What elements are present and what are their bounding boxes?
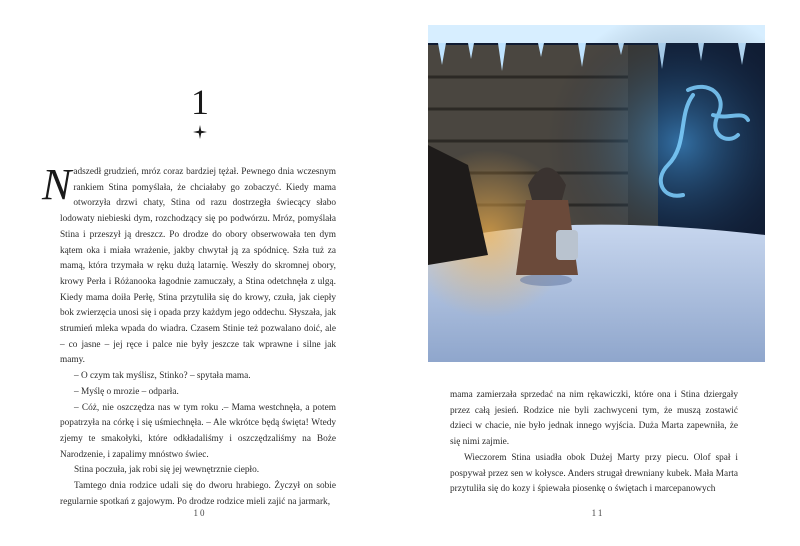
paragraph: mama zamierzała sprzedać na nim rękawiczki, które ona i Stina dziergały przez całą jesień. Rodzice nie byli zachwyceni tym, że muszą zostawić dzieci w chacie, nie było jednak innego wyjścia. Duża Marta zapewniła, że się nimi zajmie. [450, 390, 738, 448]
paragraph: Tamtego dnia rodzice udali się do dworu hrabiego. Życzył on sobie regularnie spotkań z gajowym. Po drodze rodzice mieli zajić na jarmark, [60, 481, 336, 507]
page-number-right: 11 [591, 508, 605, 518]
paragraph: Stina poczuła, jak robi się jej wewnętrznie ciepło. [74, 465, 260, 476]
winter-night-illustration [428, 25, 765, 362]
paragraph: – O czym tak myślisz, Stinko? – spytała mama. [74, 371, 251, 382]
right-page [400, 0, 800, 546]
chapter-text [42, 160, 336, 510]
page-number-left: 10 [193, 508, 207, 518]
paragraph: – Myślę o mrozie – odparła. [74, 386, 179, 397]
chapter-number: 1 [191, 82, 209, 122]
paragraph: – Cóż, nie oszczędza nas w tym roku .– Mama westchnęła, a potem popatrzyła na córkę i się uśmiechnęła. – Ale wkrótce będą święta! Wtedy zjemy te smakołyki, które odkładaliśmy i oszczędzaliśmy na Boże Narodzenie, i zapalimy mnóstwo świec. [60, 402, 336, 460]
continued-text [450, 388, 738, 498]
opening-paragraph [42, 160, 336, 369]
four-point-star-icon [193, 125, 207, 139]
illustration [428, 25, 765, 362]
paragraph-text: adszedł grudzień, mróz coraz bardziej tężał. Pewnego dnia wczesnym rankiem Stina pomyślała, że chciałaby go zobaczyć. Kiedy mama otworzyła drzwi chaty, Stina od razu dostrzegła świecący słabo lodowaty niebieski dym, rozchodzący się po podwórzu. Mróz, pomyślała Stina i przeszył ją dreszcz. Po drodze do obory obserwowała ten dym kątem oka i miała wrażenie, jakby chwytał ją za spódnicę. Szła tuż za mamą, która trzymała w ręku dużą latarnię. Weszły do skromnej obory, krowy Perła i Różanooka łagodnie zamuczały, a Stina odetchnęła z ulgą. Kiedy mama doiła Perłę, Stina przytuliła się do krowy, czuła, jak ciepły bok zwierzęcia unosi się i opada przy każdym jego oddechu. Słyszała, jak strumień mleka wpada do wiadra. Czasem Stinie też pozwalano doić, ale – co jasne – jej ręce i palce nie były jeszcze tak wprawne i silne jak mamy. [60, 167, 336, 366]
drop-cap: N [42, 160, 72, 209]
paragraph: Wieczorem Stina usiadła obok Dużej Marty przy piecu. Olof spał i pospywał przez sen w kołysce. Anders strugał drewniany kubek. Mała Marta przytuliła się do kozy i śpiewała piosenkę o świętach i marcepanowych [450, 452, 738, 495]
